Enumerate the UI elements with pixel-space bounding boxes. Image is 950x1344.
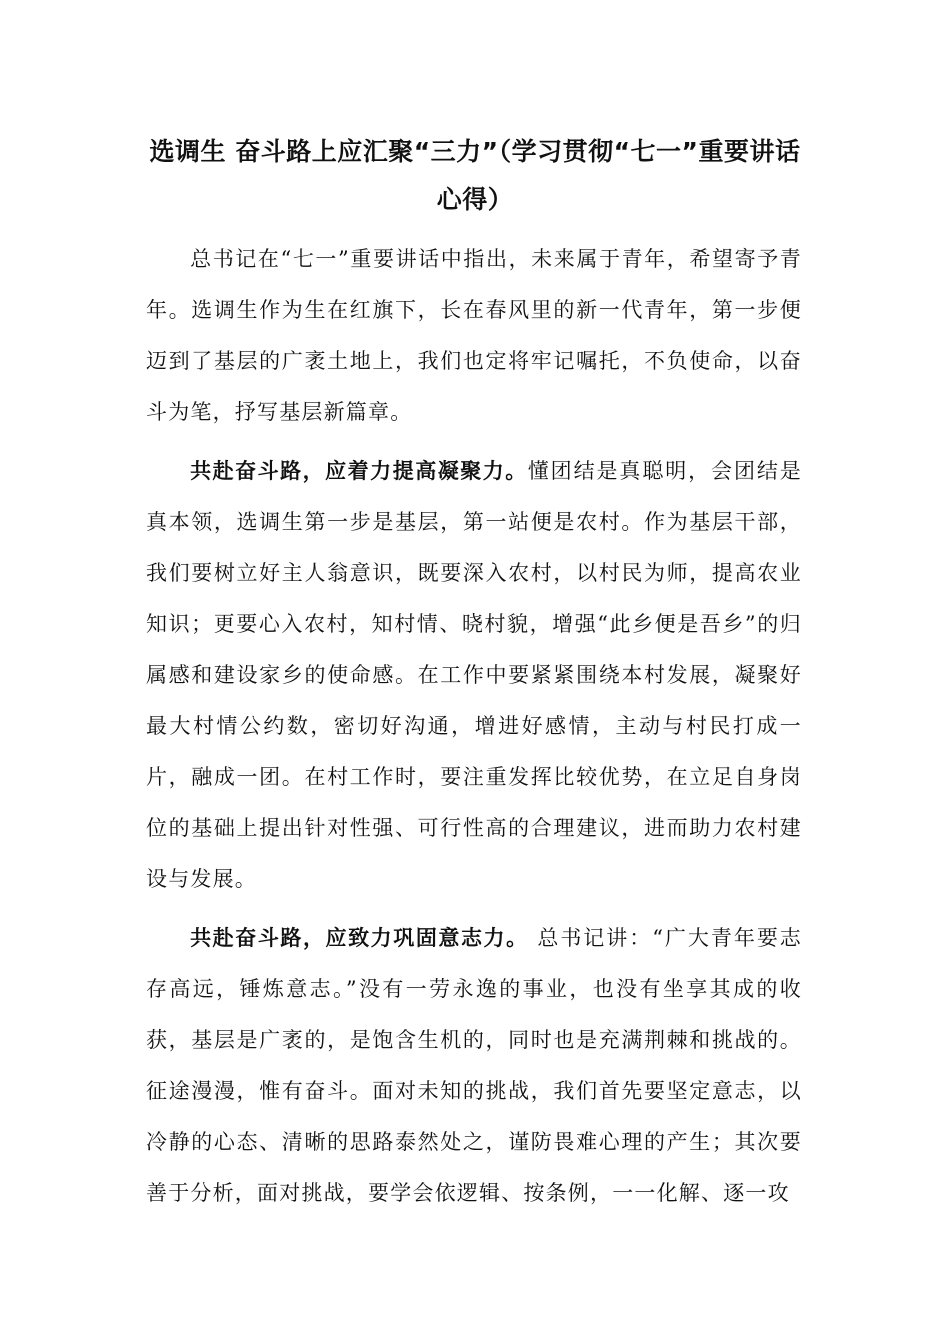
document-body (146, 234, 802, 1227)
paragraph-willpower (146, 913, 802, 1219)
paragraph-lead-heading: 共赴奋斗路，应着力提高凝聚力。 (190, 459, 528, 483)
paragraph-text: 懂团结是真聪明，会团结是真本领，选调生第一步是基层，第一站便是农村。作为基层干部，我们要树立好主人翁意识，既要深入农村，以村民为师，提高农业知识；更要心入农村，知村情、晓村貌，增强“此乡便是吾乡”的归属感和建设家乡的使命感。在工作中要紧紧围绕本村发展，凝聚好最大村情公约数，密切好沟通，增进好感情，主动与村民打成一片，融成一团。在村工作时，要注重发挥比较优势，在立足自身岗位的基础上提出针对性强、可行性高的合理建议，进而助力农村建设与发展。 (146, 459, 802, 891)
paragraph-text: 总书记讲：“广大青年要志存高远，锤炼意志。”没有一劳永逸的事业，也没有坐享其成的收获，基层是广袤的，是饱含生机的，同时也是充满荆棘和挑战的。征途漫漫，惟有奋斗。面对未知的挑战，我们首先要坚定意志，以冷静的心态、清晰的思路泰然处之，谨防畏难心理的产生；其次要善于分析，面对挑战，要学会依逻辑、按条例，一一化解、逐一攻 (146, 926, 802, 1205)
paragraph-intro (146, 234, 802, 438)
paragraph-cohesion (146, 446, 802, 905)
paragraph-lead-heading: 共赴奋斗路，应致力巩固意志力。 (190, 926, 529, 950)
document-title: 选调生 奋斗路上应汇聚“三力”（学习贯彻“七一”重要讲话心得） (149, 137, 801, 214)
paragraph-text: 总书记在“七一”重要讲话中指出，未来属于青年，希望寄予青年。选调生作为生在红旗下，长在春风里的新一代青年，第一步便迈到了基层的广袤土地上，我们也定将牢记嘱托，不负使命，以奋斗为笔，抒写基层新篇章。 (146, 247, 802, 424)
